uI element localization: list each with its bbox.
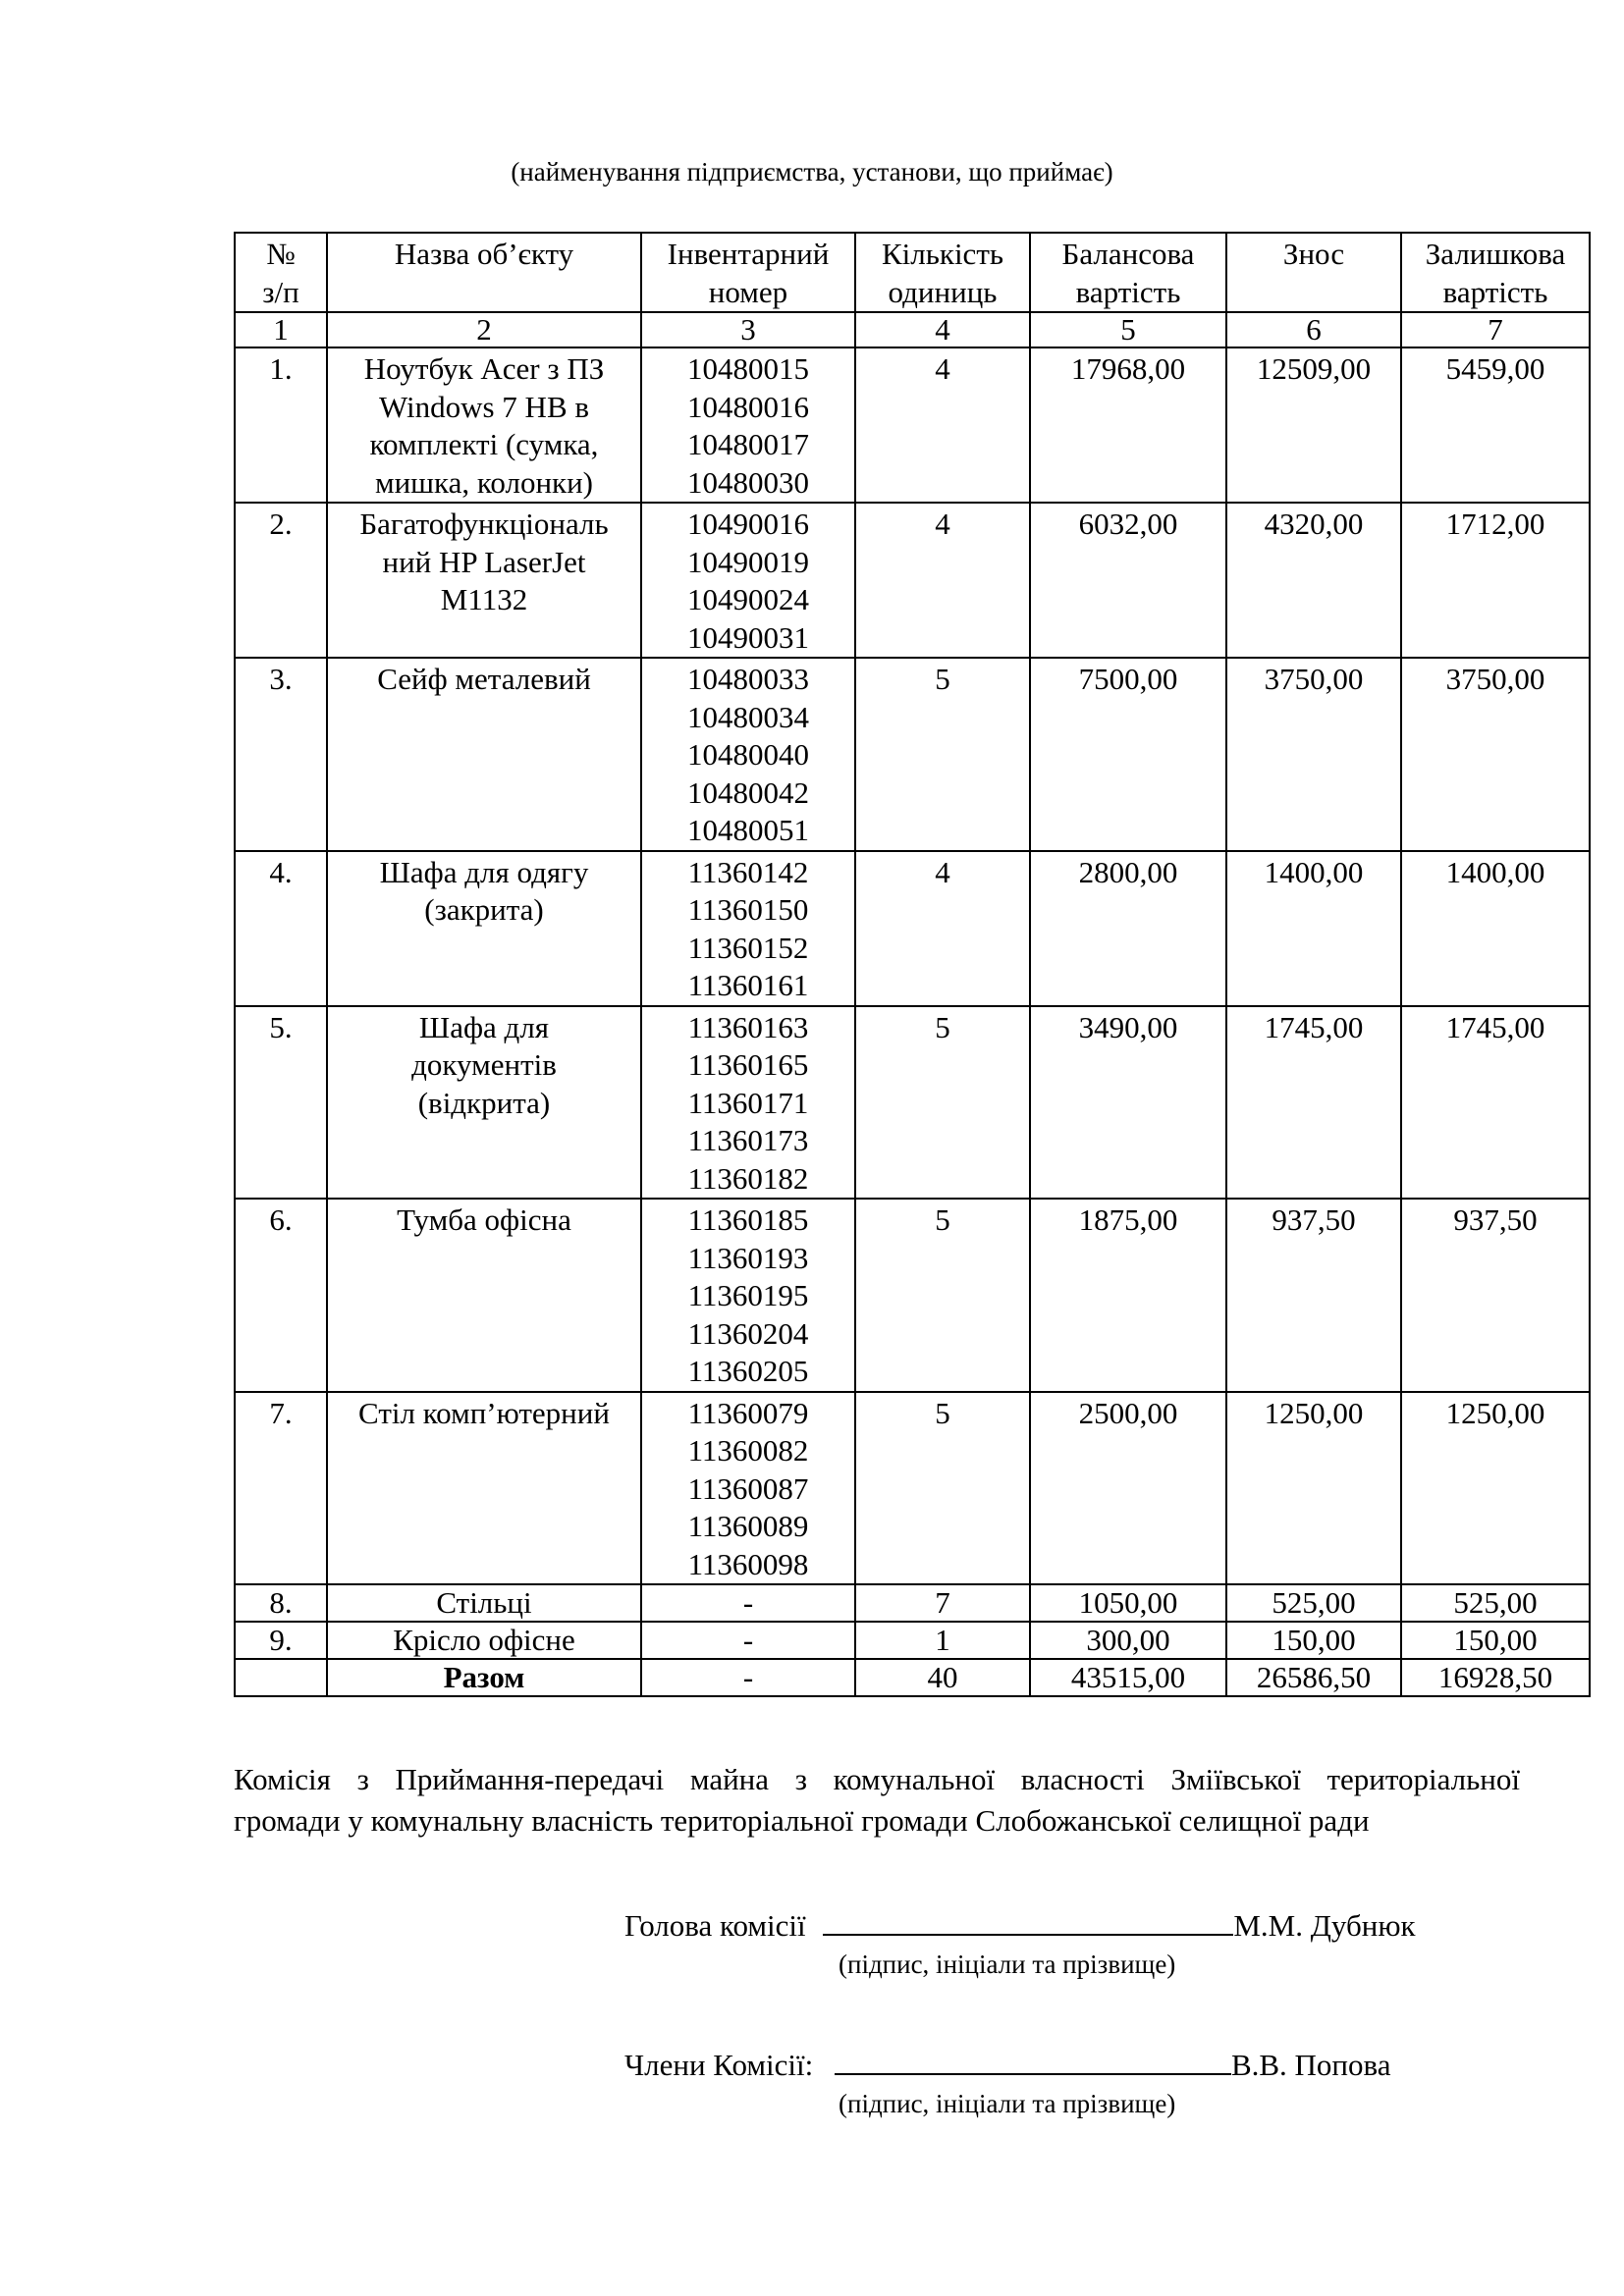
depreciation-cell: 1400,00 <box>1226 851 1401 1006</box>
commission-statement <box>234 1759 1520 1842</box>
quantity-cell: 1 <box>855 1622 1030 1659</box>
column-header-text: Залишкова <box>1425 237 1566 271</box>
inventory-number-line: 11360150 <box>687 892 809 927</box>
row-number-cell: 4. <box>235 851 327 1006</box>
column-header-5 <box>1030 233 1226 312</box>
residual-value-cell: 3750,00 <box>1401 658 1590 851</box>
total-depreciation-cell: 26586,50 <box>1226 1659 1401 1696</box>
depreciation-cell: 1745,00 <box>1226 1006 1401 1200</box>
inventory-number-line: 10480034 <box>687 699 809 734</box>
row-number-cell: 9. <box>235 1622 327 1659</box>
inventory-number-line: 10480042 <box>687 774 809 810</box>
balance-value-cell: 3490,00 <box>1030 1006 1226 1200</box>
inventory-number-line: 11360195 <box>687 1278 809 1312</box>
inventory-number-line: 11360098 <box>687 1546 809 1581</box>
object-name-line: Windows 7 HB в <box>378 389 590 424</box>
row-number-cell: 2. <box>235 503 327 658</box>
inventory-number-line: 10480040 <box>687 737 809 772</box>
inventory-number-line: - <box>742 1585 754 1620</box>
object-name-line: Ноутбук Acer з ПЗ <box>363 351 605 386</box>
members-name: В.В. Попова <box>1230 2048 1391 2082</box>
inventory-number-line: 10480033 <box>687 662 809 696</box>
inventory-number-line: 10480016 <box>687 389 809 424</box>
inventory-number-line: 11360171 <box>687 1085 809 1120</box>
inventory-number-line: 10480015 <box>687 351 809 386</box>
quantity-cell: 5 <box>855 1392 1030 1585</box>
residual-value-cell: 5459,00 <box>1401 347 1590 503</box>
table-row <box>235 658 1590 851</box>
depreciation-cell: 12509,00 <box>1226 347 1401 503</box>
total-object-name-cell: Разом <box>327 1659 641 1696</box>
inventory-number-line: 10480030 <box>687 464 809 500</box>
depreciation-cell: 1250,00 <box>1226 1392 1401 1585</box>
balance-value-cell: 1875,00 <box>1030 1199 1226 1392</box>
residual-value-cell: 1400,00 <box>1401 851 1590 1006</box>
table-row <box>235 503 1590 658</box>
column-header-text: з/п <box>262 274 299 309</box>
object-name-cell <box>327 851 641 1006</box>
inventory-number-cell <box>641 1584 855 1622</box>
column-index-cell: 1 <box>235 312 327 347</box>
object-name-cell <box>327 1622 641 1659</box>
members-signature-row <box>624 2044 1391 2085</box>
column-header-3 <box>641 233 855 312</box>
inventory-number-line: 11360165 <box>687 1047 809 1082</box>
inventory-number-line: 11360161 <box>687 968 809 1002</box>
inventory-number-line: 10480051 <box>687 813 809 847</box>
object-name-line: Сейф металевий <box>377 662 591 696</box>
object-name-cell <box>327 1392 641 1585</box>
object-name-line: Крісло офісне <box>393 1623 575 1657</box>
inventory-number-cell <box>641 658 855 851</box>
balance-value-cell: 6032,00 <box>1030 503 1226 658</box>
column-index-cell: 2 <box>327 312 641 347</box>
depreciation-cell: 3750,00 <box>1226 658 1401 851</box>
inventory-number-cell <box>641 851 855 1006</box>
object-name-line: (закрита) <box>424 892 544 927</box>
inventory-number-line: 11360087 <box>687 1470 809 1506</box>
object-name-line: Тумба офісна <box>397 1202 571 1237</box>
depreciation-cell: 937,50 <box>1226 1199 1401 1392</box>
inventory-number-line: 10490019 <box>687 544 809 579</box>
inventory-number-cell <box>641 1006 855 1200</box>
object-name-line: Стіл комп’ютерний <box>358 1395 610 1430</box>
balance-value-cell: 300,00 <box>1030 1622 1226 1659</box>
balance-value-cell: 7500,00 <box>1030 658 1226 851</box>
balance-value-cell: 2800,00 <box>1030 851 1226 1006</box>
inventory-number-line: - <box>742 1623 754 1657</box>
quantity-cell: 7 <box>855 1584 1030 1622</box>
object-name-line: Стільці <box>436 1585 532 1620</box>
column-header-text: одиниць <box>888 274 998 309</box>
column-header-text: Балансова <box>1061 237 1195 271</box>
inventory-number-line: 11360079 <box>687 1395 809 1430</box>
inventory-number-cell <box>641 503 855 658</box>
inventory-number-line: 11360152 <box>687 930 809 965</box>
total-residual-value-cell: 16928,50 <box>1401 1659 1590 1696</box>
object-name-cell <box>327 1006 641 1200</box>
total-inventory-number-cell: - <box>641 1659 855 1696</box>
head-role-label: Голова комісії <box>624 1908 806 1943</box>
column-index-cell: 3 <box>641 312 855 347</box>
column-header-2 <box>327 233 641 312</box>
object-name-line: комплекті (сумка, <box>369 427 599 461</box>
quantity-cell: 5 <box>855 658 1030 851</box>
residual-value-cell: 1250,00 <box>1401 1392 1590 1585</box>
total-row <box>235 1659 1590 1696</box>
inventory-number-line: 11360205 <box>687 1354 809 1388</box>
column-index-cell: 6 <box>1226 312 1401 347</box>
quantity-cell: 5 <box>855 1199 1030 1392</box>
object-name-line: (відкрита) <box>417 1085 551 1120</box>
column-index-cell: 7 <box>1401 312 1590 347</box>
object-name-cell <box>327 503 641 658</box>
commission-line-2: громади у комунальну власність територіальної громади Слобожанської селищної ради <box>234 1803 1370 1838</box>
column-header-text: вартість <box>1075 274 1181 309</box>
table-row <box>235 1006 1590 1200</box>
row-number-cell: 7. <box>235 1392 327 1585</box>
column-header-7 <box>1401 233 1590 312</box>
depreciation-cell: 150,00 <box>1226 1622 1401 1659</box>
column-header-text: Інвентарний <box>667 237 830 271</box>
quantity-cell: 4 <box>855 503 1030 658</box>
members-signature-line <box>835 2044 1231 2075</box>
table-row <box>235 347 1590 503</box>
row-number-cell: 6. <box>235 1199 327 1392</box>
column-header-6 <box>1226 233 1401 312</box>
head-signature-line <box>823 1904 1233 1936</box>
object-name-line: документів <box>411 1047 557 1082</box>
inventory-number-line: 11360089 <box>687 1509 809 1543</box>
quantity-cell: 4 <box>855 851 1030 1006</box>
balance-value-cell: 2500,00 <box>1030 1392 1226 1585</box>
column-header-4 <box>855 233 1030 312</box>
object-name-cell <box>327 1199 641 1392</box>
quantity-cell: 5 <box>855 1006 1030 1200</box>
inventory-number-line: 11360185 <box>687 1202 809 1237</box>
column-header-text: Кількість <box>881 237 1003 271</box>
column-header-text: номер <box>708 274 788 309</box>
members-role-label: Члени Комісії: <box>624 2048 814 2082</box>
quantity-cell: 4 <box>855 347 1030 503</box>
inventory-number-cell <box>641 1392 855 1585</box>
head-name: М.М. Дубнюк <box>1233 1908 1416 1943</box>
table-row <box>235 1622 1590 1659</box>
inventory-number-cell <box>641 1199 855 1392</box>
balance-value-cell: 17968,00 <box>1030 347 1226 503</box>
inventory-number-cell <box>641 1622 855 1659</box>
object-name-line: мишка, колонки) <box>374 464 594 500</box>
column-header-text: Знос <box>1282 237 1345 271</box>
depreciation-cell: 4320,00 <box>1226 503 1401 658</box>
total-balance-value-cell: 43515,00 <box>1030 1659 1226 1696</box>
members-signature-caption: (підпис, ініціали та прізвище) <box>839 2089 1176 2118</box>
object-name-line: Шафа для одягу <box>379 854 589 889</box>
column-index-cell: 4 <box>855 312 1030 347</box>
receiving-organization-caption: (найменування підприємства, установи, що приймає) <box>511 157 1113 187</box>
row-number-cell: 5. <box>235 1006 327 1200</box>
table-header-row <box>235 233 1590 312</box>
total-quantity-cell: 40 <box>855 1659 1030 1696</box>
table-column-index-row <box>235 312 1590 347</box>
total-row-number-cell <box>235 1659 327 1696</box>
table-body <box>235 347 1590 1696</box>
inventory-number-line: 11360193 <box>687 1240 809 1275</box>
object-name-line: ний HP LaserJet <box>382 544 586 579</box>
row-number-cell: 8. <box>235 1584 327 1622</box>
residual-value-cell: 525,00 <box>1401 1584 1590 1622</box>
balance-value-cell: 1050,00 <box>1030 1584 1226 1622</box>
residual-value-cell: 150,00 <box>1401 1622 1590 1659</box>
inventory-number-cell <box>641 347 855 503</box>
inventory-number-line: 11360182 <box>687 1160 809 1196</box>
inventory-number-line: 11360082 <box>687 1433 809 1468</box>
object-name-line: M1132 <box>440 582 528 616</box>
table-row <box>235 1584 1590 1622</box>
object-name-cell <box>327 1584 641 1622</box>
inventory-number-line: 10490024 <box>687 582 809 616</box>
table-row <box>235 1392 1590 1585</box>
object-name-cell <box>327 658 641 851</box>
residual-value-cell: 1745,00 <box>1401 1006 1590 1200</box>
table-row <box>235 1199 1590 1392</box>
object-name-cell <box>327 347 641 503</box>
depreciation-cell: 525,00 <box>1226 1584 1401 1622</box>
object-name-line: Шафа для <box>418 1009 550 1044</box>
inventory-number-line: 10480017 <box>687 427 809 461</box>
row-number-cell: 3. <box>235 658 327 851</box>
inventory-number-line: 11360142 <box>687 854 809 889</box>
column-header-text: Назва об’єкту <box>394 237 574 271</box>
column-header-text: вартість <box>1442 274 1548 309</box>
inventory-number-line: 11360163 <box>687 1009 809 1044</box>
column-header-1 <box>235 233 327 312</box>
column-index-cell: 5 <box>1030 312 1226 347</box>
head-signature-row <box>624 1904 1416 1946</box>
residual-value-cell: 1712,00 <box>1401 503 1590 658</box>
inventory-number-line: 10490016 <box>687 507 809 541</box>
column-header-text: № <box>266 237 296 271</box>
residual-value-cell: 937,50 <box>1401 1199 1590 1392</box>
inventory-number-line: 11360173 <box>687 1123 809 1157</box>
table-row <box>235 851 1590 1006</box>
commission-line-1: Комісія з Приймання-передачі майна з комунальної власності Зміївської територіальної <box>234 1762 1520 1796</box>
inventory-number-line: 11360204 <box>687 1315 809 1351</box>
head-signature-caption: (підпис, ініціали та прізвище) <box>839 1949 1176 1979</box>
row-number-cell: 1. <box>235 347 327 503</box>
object-name-line: Багатофункціональ <box>359 507 609 541</box>
property-transfer-table <box>234 232 1591 1697</box>
inventory-number-line: 10490031 <box>687 619 809 655</box>
